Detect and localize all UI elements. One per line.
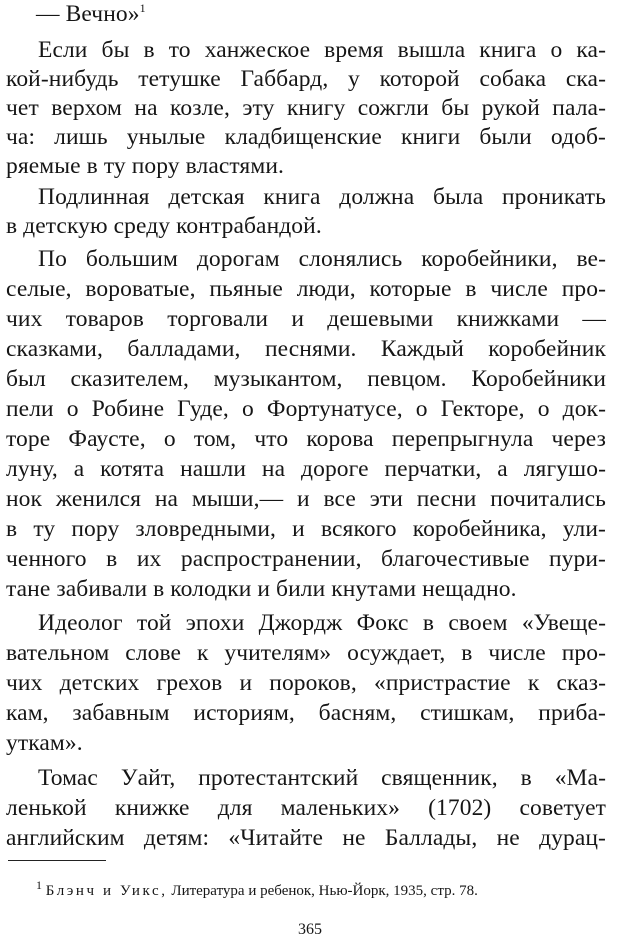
footnote-number: 1 (36, 878, 42, 892)
text-line: ча: лишь унылые кладбищенские книги были одоб- (6, 124, 606, 150)
text-line: в детскую среду контрабандой. (6, 213, 322, 239)
text-line: Подлинная детская книга должна была проникать (38, 184, 606, 210)
text-line: торе Фаусте, о том, что корова перепрыгнула через (6, 426, 606, 452)
text-line: тане забивали в колодки и били кнутами нещадно. (6, 576, 517, 602)
text-line: Томас Уайт, протестантский священник, в «Ма- (38, 765, 606, 791)
text-line: нок женился на мыши,— и все эти песни почитались (6, 486, 606, 512)
footnote-marker: 1 (139, 1, 146, 16)
text-line: английским детям: «Читайте не Баллады, не дурац- (6, 825, 606, 851)
text-line: ленькой книжке для маленьких» (1702) советует (6, 795, 606, 821)
text-line: в ту пору зловредными, и всякого коробейника, ули- (6, 516, 606, 542)
footnote-author: Блэнч и Уикс, (45, 883, 168, 899)
text-line: вательном слове к учителям» осуждает, в числе про- (6, 640, 606, 666)
text-line: По большим дорогам слонялись коробейники, ве- (38, 246, 606, 272)
text-line: Если бы в то ханжеское время вышла книга о ка- (38, 37, 606, 63)
text-line: сказками, балладами, песнями. Каждый коробейник (6, 336, 606, 362)
text-line: селые, вороватые, пьяные люди, которые в числе про- (6, 276, 606, 302)
footnote-text: Литература и ребенок, Нью-Йорк, 1935, стр. 78. (171, 883, 478, 899)
text-line: чих детских грехов и пороков, «пристрастие к сказ- (6, 670, 606, 696)
text-line: чих товаров торговали и дешевыми книжками — (6, 306, 606, 332)
text-line: был сказителем, музыкантом, певцом. Коробейники (6, 366, 606, 392)
page-number: 365 (298, 921, 322, 938)
text-line: чет верхом на козле, эту книгу сожгли бы рукой пала- (6, 95, 606, 121)
text-line: кой-нибудь тетушке Габбард, у которой собака ска- (6, 66, 606, 92)
text-line: пели о Робине Гуде, о Фортунатусе, о Гекторе, о док- (6, 396, 606, 422)
text-line: луну, а котята нашли на дороге перчатки, а лягушо- (6, 456, 606, 482)
text-line: — Вечно»$^1$ (36, 1, 146, 27)
footnote (36, 878, 478, 900)
footnote-divider (8, 860, 106, 861)
text-line: уткам». (6, 730, 83, 756)
text-line: Идеолог той эпохи Джордж Фокс в своем «Увеще- (38, 610, 606, 636)
text-line: ряемые в ту пору властями. (6, 153, 284, 179)
text-line: ченного в их распространении, благочестивые пури- (6, 546, 606, 572)
text-line: кам, забавным историям, басням, стишкам, приба- (6, 700, 606, 726)
